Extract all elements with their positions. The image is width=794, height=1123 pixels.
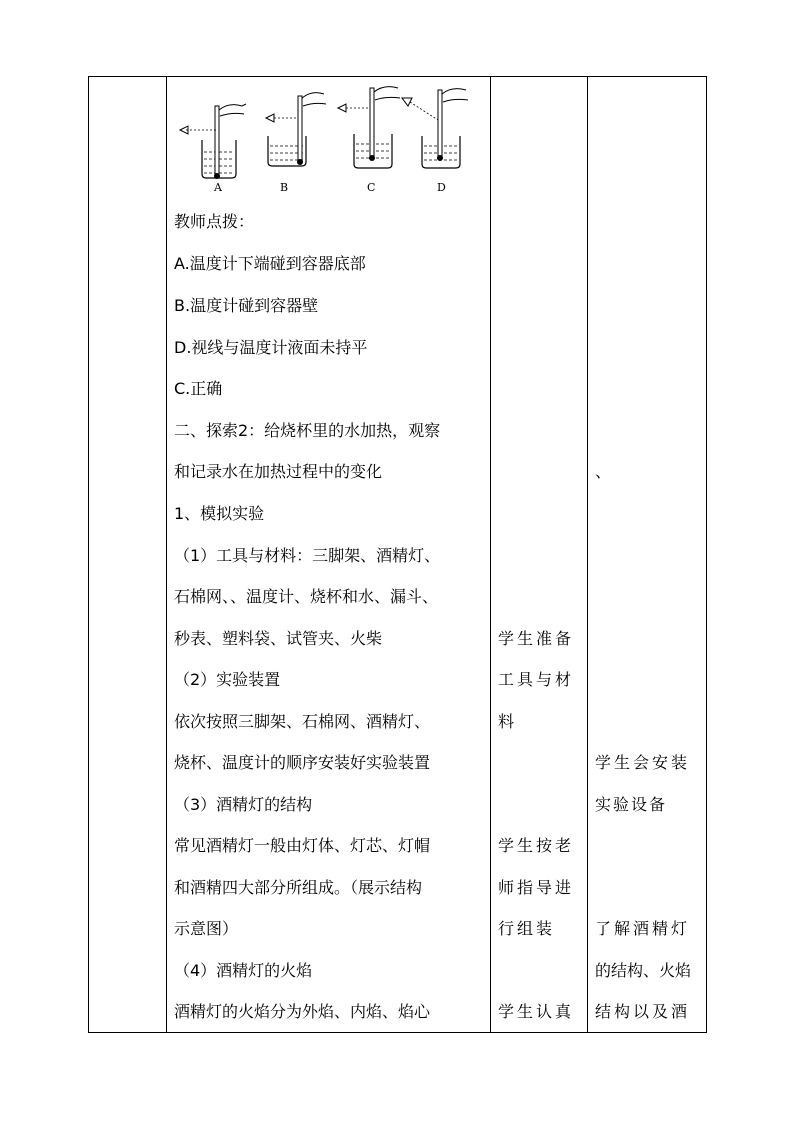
figure-label-a: A — [214, 181, 222, 194]
intent-line: 结构以及酒 — [595, 1002, 691, 1021]
figure-label-c: C — [367, 181, 376, 194]
table-top-border — [88, 76, 707, 77]
teaching-line: C.正确 — [174, 379, 223, 398]
teaching-line: 石棉网、、温度计、烧杯和水、漏斗、 — [174, 587, 439, 606]
student-line: 学生认真 — [498, 1002, 575, 1021]
intent-line: 了解酒精灯 — [595, 919, 691, 938]
student-line: 师指导进 — [498, 878, 575, 897]
beaker-d — [402, 89, 468, 168]
student-line: 学生按老 — [498, 836, 575, 855]
teaching-line: 烧杯、温度计的顺序安装好实验装置 — [174, 753, 431, 772]
student-line: 工具与材 — [498, 670, 575, 689]
table-divider-2 — [490, 76, 491, 1033]
teaching-line: 酒精灯的火焰分为外焰、内焰、焰心 — [174, 1002, 431, 1021]
intent-line: 的结构、火焰 — [595, 961, 692, 980]
intent-line: 学生会安装 — [595, 753, 691, 772]
beaker-b — [266, 93, 326, 166]
table-border-left — [88, 76, 89, 1033]
teaching-line: 依次按照三脚架、石棉网、酒精灯、 — [174, 712, 431, 731]
teaching-line: 二、探索2：给烧杯里的水加热，观察 — [174, 421, 441, 440]
figure-label-d: D — [437, 181, 446, 194]
teaching-line: A.温度计下端碰到容器底部 — [174, 254, 366, 273]
student-line: 料 — [498, 712, 518, 731]
student-line: 学生准备 — [498, 629, 575, 648]
table-divider-1 — [166, 76, 167, 1033]
teaching-line: 1、模拟实验 — [174, 504, 265, 523]
thermometer-figure — [174, 86, 486, 196]
beaker-a — [180, 104, 246, 179]
table-divider-3 — [587, 76, 588, 1033]
intent-line: 实验设备 — [595, 795, 668, 814]
teaching-line: D.视线与温度计液面未持平 — [174, 338, 368, 357]
teaching-line: 常见酒精灯一般由灯体、灯芯、灯帽 — [174, 836, 431, 855]
lesson-table — [88, 76, 707, 1033]
beaker-c — [338, 87, 400, 168]
teaching-line: 秒表、塑料袋、试管夹、火柴 — [174, 629, 383, 648]
student-line: 行组装 — [498, 919, 556, 938]
table-border-right — [706, 76, 707, 1033]
teaching-line: 示意图） — [174, 919, 239, 938]
teaching-line: 和记录水在加热过程中的变化 — [174, 462, 383, 481]
teaching-line: （4）酒精灯的火焰 — [174, 961, 313, 980]
teaching-line: B.温度计碰到容器壁 — [174, 296, 319, 315]
teaching-line: （2）实验装置 — [174, 670, 281, 689]
teaching-line: 教师点拨： — [174, 212, 255, 231]
teaching-line: （1）工具与材料：三脚架、酒精灯、 — [174, 546, 441, 565]
teaching-line: （3）酒精灯的结构 — [174, 795, 313, 814]
intent-line: 、 — [595, 462, 615, 481]
figure-label-b: B — [280, 181, 289, 194]
teaching-line: 和酒精四大部分所组成。（展示结构 — [174, 878, 423, 897]
table-bottom-border — [88, 1032, 707, 1033]
